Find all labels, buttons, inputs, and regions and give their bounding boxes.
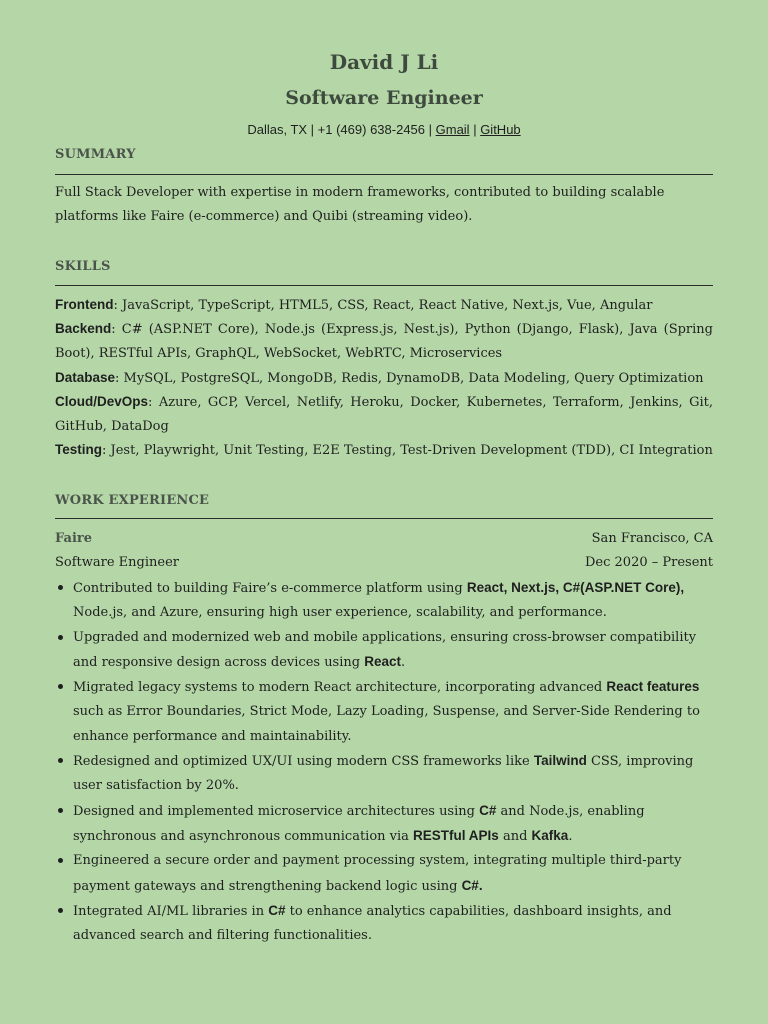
- bullet-text: and: [498, 828, 532, 844]
- bullet-bold-text: React features: [606, 679, 700, 695]
- bullet-text: Integrated AI/ML libraries in: [73, 903, 269, 919]
- bullet-item: [55, 626, 713, 676]
- bullet-bold-text: Kafka: [531, 827, 569, 843]
- summary-heading: SUMMARY: [55, 147, 136, 162]
- bullet-item: [55, 576, 713, 626]
- bullet-item: [55, 675, 713, 749]
- bullet-bold-text: RESTful APIs: [413, 827, 499, 843]
- bullet-text: Upgraded and modernized web and mobile applications, ensuring cross-browser compatibility and responsive design across devices using: [73, 629, 697, 670]
- job-header: [55, 529, 713, 549]
- bullet-text: and Node.js, enabling synchronous and asynchronous communication via: [73, 803, 645, 844]
- bullet-bold-text: C#.: [461, 877, 483, 893]
- job-dates: Dec 2020 – Present: [585, 555, 713, 570]
- skill-backend: [55, 317, 713, 366]
- summary-divider: [55, 174, 713, 175]
- skill-label: Frontend: [55, 297, 114, 312]
- bullet-item: [55, 849, 713, 899]
- skill-testing: [55, 438, 713, 463]
- bullet-text: CSS, improving user satisfaction by 20%.: [73, 754, 694, 794]
- bullet-text: Node.js, and Azure, ensuring high user experience, scalability, and performance.: [73, 605, 607, 621]
- skill-database: [55, 366, 713, 391]
- company-name: Faire: [55, 531, 93, 546]
- job-location: San Francisco, CA: [591, 531, 713, 546]
- job-bullets: [55, 576, 713, 948]
- bullet-bold-text: C#: [479, 802, 497, 818]
- bullet-text: Contributed to building Faire’s e-commerce platform using: [73, 581, 467, 596]
- bullet-text: Migrated legacy systems to modern React architecture, incorporating advanced: [73, 680, 607, 696]
- skill-label: Cloud/DevOps: [55, 394, 149, 409]
- candidate-title: Software Engineer: [285, 87, 483, 109]
- bullet-bold-text: React: [364, 653, 401, 669]
- bullet-dot-icon: [58, 585, 63, 590]
- bullet-bold-text: C#: [268, 902, 286, 918]
- bullet-dot-icon: [58, 858, 63, 863]
- bullet-text: .: [401, 654, 406, 670]
- summary-text: Full Stack Developer with expertise in modern frameworks, contributed to building scalable platforms like Faire (e-commerce) and Quibi (streaming video).: [55, 185, 665, 224]
- contact-line: [0, 122, 768, 137]
- bullet-item: [55, 899, 713, 949]
- bullet-text: Engineered a secure order and payment processing system, integrating multiple third-party payment gateways and strengthening backend logic using: [73, 853, 682, 894]
- skill-value: : Jest, Playwright, Unit Testing, E2E Testing, Test-Driven Development (TDD), CI Integration: [102, 443, 713, 458]
- bullet-item: [55, 749, 713, 799]
- bullet-item: [55, 799, 713, 850]
- skill-value: : Azure, GCP, Vercel, Netlify, Heroku, Docker, Kubernetes, Terraform, Jenkins, Git, GitHub, DataDog: [55, 395, 713, 434]
- location-text: Dallas, TX: [247, 122, 308, 137]
- separator: |: [307, 122, 318, 137]
- job-role: Software Engineer: [55, 555, 180, 570]
- bullet-dot-icon: [58, 635, 63, 640]
- gmail-link[interactable]: Gmail: [435, 122, 470, 137]
- bullet-dot-icon: [58, 758, 63, 763]
- bullet-text: .: [568, 828, 573, 844]
- skill-frontend: [55, 293, 713, 318]
- skill-label: Testing: [55, 442, 102, 457]
- candidate-name: David J Li: [329, 50, 439, 74]
- job-subheader: [55, 553, 713, 573]
- bullet-dot-icon: [58, 808, 63, 813]
- skill-label: Backend: [55, 321, 112, 336]
- bullet-bold-text: Tailwind: [533, 753, 587, 769]
- bullet-dot-icon: [58, 684, 63, 689]
- skills-divider: [55, 285, 713, 286]
- separator: |: [425, 122, 436, 137]
- experience-divider: [55, 518, 713, 519]
- phone-text: +1 (469) 638-2456: [317, 122, 426, 137]
- bullet-text: such as Error Boundaries, Strict Mode, Lazy Loading, Suspense, and Server-Side Rendering to enhance performance and maintainability.: [73, 704, 700, 744]
- bullet-text: Redesigned and optimized UX/UI using modern CSS frameworks like: [73, 754, 534, 770]
- bullet-text: Designed and implemented microservice architectures using: [73, 803, 480, 819]
- bullet-text: to enhance analytics capabilities, dashboard insights, and advanced search and filtering functionalities.: [73, 903, 672, 944]
- skill-value: : MySQL, PostgreSQL, MongoDB, Redis, DynamoDB, Data Modeling, Query Optimization: [115, 371, 704, 386]
- experience-heading: WORK EXPERIENCE: [55, 493, 210, 508]
- github-link[interactable]: GitHub: [480, 122, 521, 137]
- separator: |: [469, 122, 481, 137]
- bullet-bold-text: React, Next.js, C#(ASP.NET Core),: [466, 580, 685, 595]
- skill-value: : C# (ASP.NET Core), Node.js (Express.js, Nest.js), Python (Django, Flask), Java (Spring Boot), RESTful APIs, GraphQL, WebSocket, WebRTC, Microservices: [55, 322, 713, 361]
- skill-cloud-devops: [55, 390, 713, 439]
- skill-label: Database: [55, 370, 116, 385]
- skill-value: : JavaScript, TypeScript, HTML5, CSS, React, React Native, Next.js, Vue, Angular: [113, 298, 653, 313]
- skills-heading: SKILLS: [55, 259, 111, 274]
- bullet-dot-icon: [58, 908, 63, 913]
